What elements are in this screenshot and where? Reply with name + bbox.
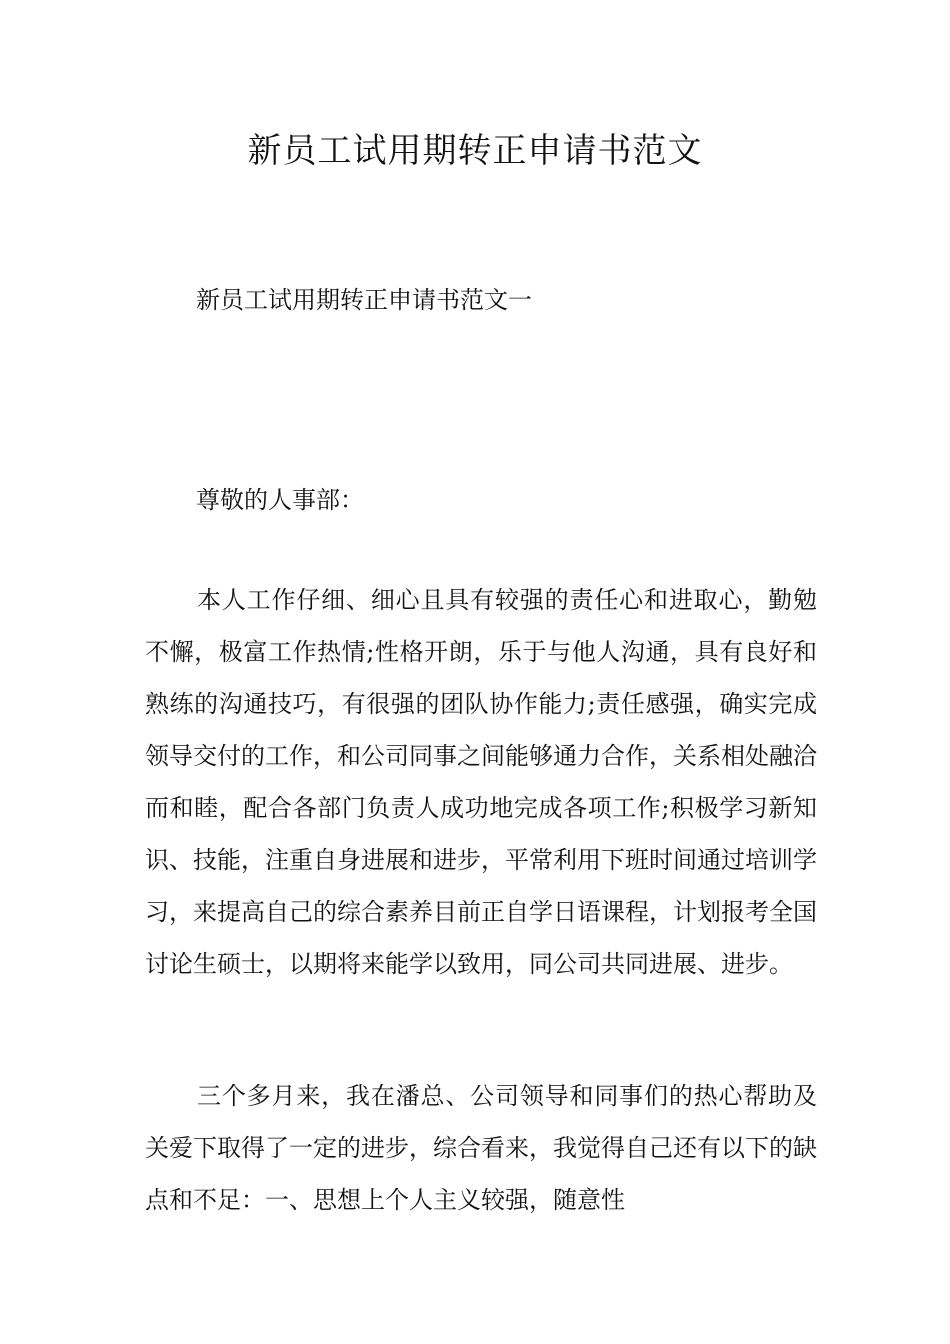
document-subtitle: 新员工试用期转正申请书范文一 [196,286,532,314]
body-paragraph: 三个多月来，我在潘总、公司领导和同事们的热心帮助及关爱下取得了一定的进步，综合看来，我觉得自己还有以下的缺点和不足：一、思想上个人主义较强，随意性 [145,1082,817,1214]
document-title: 新员工试用期转正申请书范文 [247,131,703,171]
salutation: 尊敬的人事部： [196,486,364,514]
body-paragraph: 本人工作仔细、细心且具有较强的责任心和进取心，勤勉不懈，极富工作热情;性格开朗，乐于与他人沟通，具有良好和熟练的沟通技巧，有很强的团队协作能力;责任感强，确实完成领导交付的工作，和公司同事之间能够通力合作，关系相处融洽而和睦，配合各部门负责人成功地完成各项工作;积极学习新知识、技能，注重自身进展和进步，平常利用下班时间通过培训学习，来提高自己的综合素养目前正自学日语课程，计划报考全国讨论生硕士，以期将来能学以致用，同公司共同进展、进步。 [145,586,817,978]
